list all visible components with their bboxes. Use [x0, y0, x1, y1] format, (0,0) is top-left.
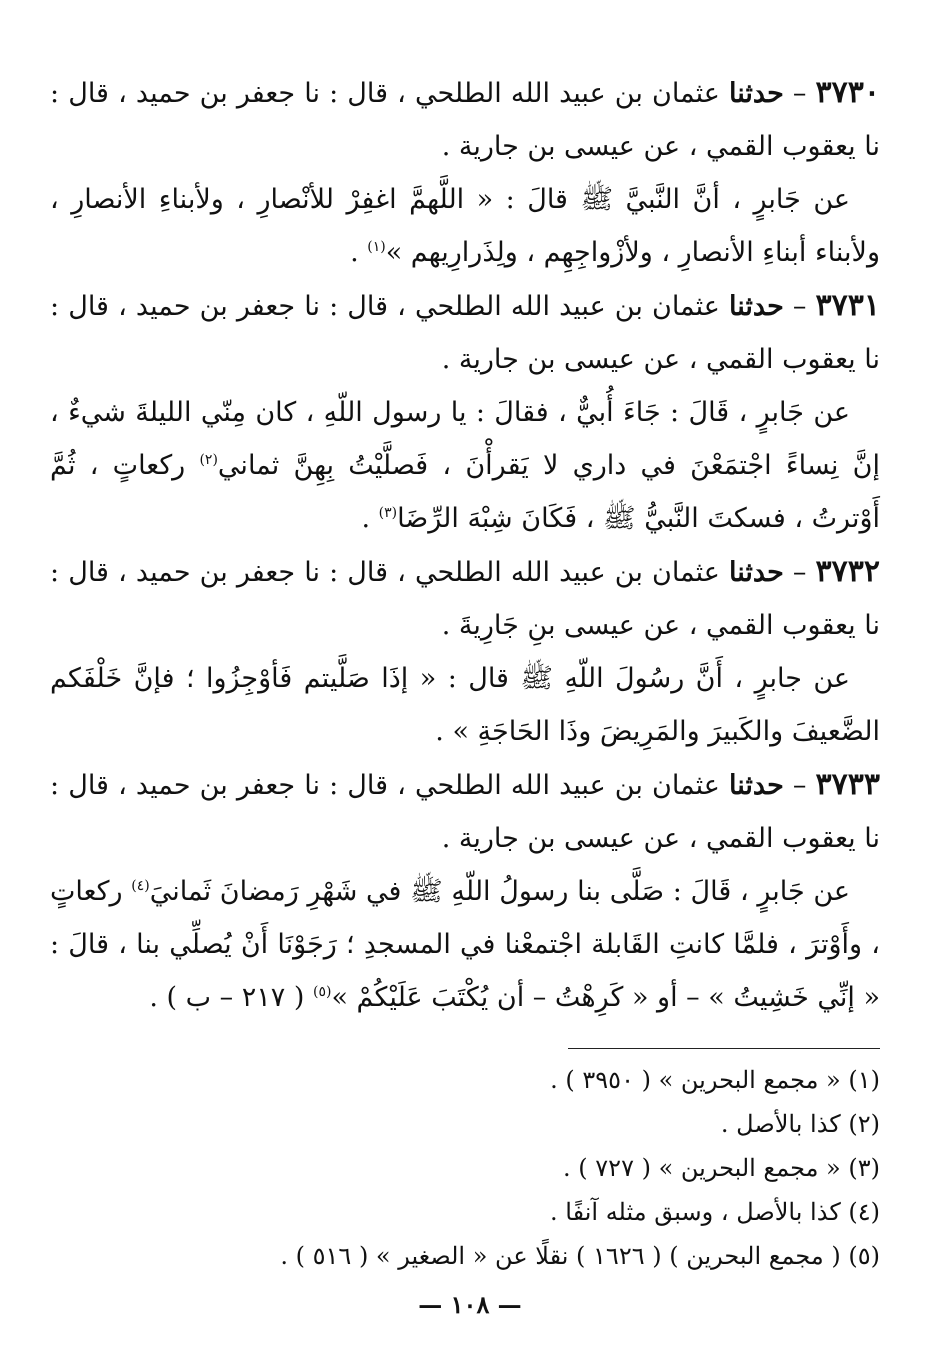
hadith-matn-text: عن جَابرٍ ، قَالَ : جَاءَ أُبيٌّ ، فقالَ : يا رسول اللّهِ ، كان مِنّي الليلةَ شيءٌ ، إنَّ نِساءً اجْتمَعْنَ في داري لا يَقرأْنَ ، فَصلَّيْتُ بِهِنَّ ثماني [50, 397, 880, 481]
hadith-number: ٣٧٣٢ [815, 554, 880, 589]
hadith-matn-end: . [350, 237, 368, 268]
hadith-keyword: حدثنا [729, 770, 784, 801]
hadith-matn-text-cont: ركعاتٍ ، وأَوْترَ ، فلمَّا كانتِ القَابلة اجْتمعْنا في المسجدِ ؛ رَجَوْنَا أَنْ يُصلِّي بنا ، قالَ : « إنِّي خَشِيتُ » – أو « كَرِهْتُ – أن يُكْتَبَ عَلَيْكُمْ » [50, 876, 880, 1013]
hadith-isnad [50, 545, 880, 652]
page-body [50, 66, 880, 1024]
hadith-matn-text: عن جَابرٍ ، أنَّ النَّبيَّ ﷺ قالَ : « اللَّهمَّ اغفِرْ للأنْصارِ ، ولأبناءِ الأنصارِ ، ولأبناء أبناءِ الأنصارِ ، ولأزْواجِهِم ، ولِذَرارِيهم » [50, 184, 880, 268]
hadith-isnad-text: عثمان بن عبيد الله الطلحي ، قال : نا جعفر بن حميد ، قال : نا يعقوب القمي ، عن عيسى بن جارية . [50, 291, 880, 375]
hadith-number: ٣٧٣٣ [815, 767, 880, 802]
hadith-dash: – [783, 78, 816, 109]
hadith-isnad [50, 279, 880, 386]
footnote-marker: (٣) [378, 505, 398, 521]
footnote-item: (٢) كذا بالأصل . [720, 1110, 880, 1138]
page-number: — ١٠٨ — [418, 1290, 522, 1319]
footnotes [50, 1058, 880, 1278]
footnote-item: (١) « مجمع البحرين » ( ٣٩٥٠ ) . [550, 1066, 880, 1094]
footnote-item: (٣) « مجمع البحرين » ( ٧٢٧ ) . [563, 1154, 880, 1182]
footnote-marker: (٢) [199, 452, 218, 468]
hadith-number: ٣٧٣٠ [815, 75, 880, 110]
footnote-item: (٤) كذا بالأصل ، وسبق مثله آنفًا . [550, 1198, 880, 1226]
hadith-isnad [50, 758, 880, 865]
hadith-matn-end: ( ٢١٧ – ب ) . [149, 982, 313, 1013]
hadith-matn [50, 386, 880, 545]
footnote-separator [568, 1048, 880, 1049]
hadith-dash: – [783, 770, 816, 801]
hadith-isnad-text: عثمان بن عبيد الله الطلحي ، قال : نا جعفر بن حميد ، قال : نا يعقوب القمي ، عن عيسى بن جارية . [50, 78, 880, 162]
hadith-keyword: حدثنا [729, 557, 784, 588]
hadith-matn [50, 865, 880, 1024]
hadith-matn-text: عن جَابرٍ ، قَالَ : صَلَّى بنا رسولُ اللّهِ ﷺ في شَهْرِ رَمضانَ ثَمانيَ [149, 876, 850, 907]
hadith-keyword: حدثنا [729, 78, 784, 109]
hadith-matn-text-cont: ركعاتٍ ، ثُمَّ أَوْترتُ ، فسكتَ النَّبيُّ ﷺ ، فَكَانَ شِبْهَ الرِّضَا [50, 450, 880, 534]
hadith-isnad-text: عثمان بن عبيد الله الطلحي ، قال : نا جعفر بن حميد ، قال : نا يعقوب القمي ، عن عيسى بن جارية . [50, 770, 880, 854]
footnote-marker: (١) [367, 239, 386, 255]
footnote-item: (٥) ( مجمع البحرين ) ( ١٦٢٦ ) نقلًا عن « الصغير » ( ٥١٦ ) . [280, 1242, 880, 1270]
hadith-matn-text: عن جابرٍ ، أَنَّ رسُولَ اللّهِ ﷺ قال : « إذَا صَلَّيتم فَأوْجِزُوا ؛ فإنَّ خَلْفَكم الضَّعيفَ والكَبيرَ والمَرِيضَ وذَا الحَاجَةِ » . [50, 663, 880, 747]
hadith-isnad-text: عثمان بن عبيد الله الطلحي ، قال : نا جعفر بن حميد ، قال : نا يعقوب القمي ، عن عيسى بنِ جَارِيةَ . [50, 557, 880, 641]
hadith-matn-end: . [361, 503, 379, 534]
hadith-number: ٣٧٣١ [815, 288, 880, 323]
hadith-dash: – [783, 291, 816, 322]
hadith-keyword: حدثنا [729, 291, 784, 322]
footnote-marker: (٥) [312, 984, 332, 1000]
footnote-marker: (٤) [131, 878, 150, 894]
hadith-dash: – [783, 557, 816, 588]
hadith-isnad [50, 66, 880, 173]
hadith-matn [50, 652, 880, 758]
hadith-matn [50, 173, 880, 279]
